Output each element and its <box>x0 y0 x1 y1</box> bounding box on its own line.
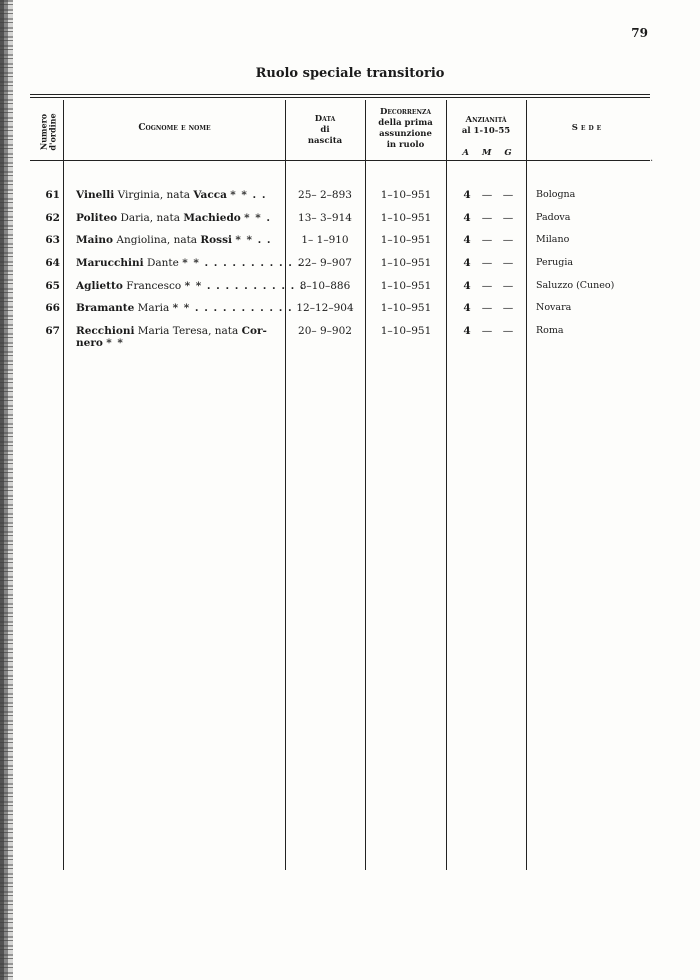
seat-header: Sede <box>571 123 605 133</box>
seniority-header-title: Anzianità <box>465 115 507 125</box>
surname: Aglietto <box>76 280 123 292</box>
start-date: 1–10–951 <box>380 257 432 269</box>
seniority-header <box>446 115 526 137</box>
table-row <box>0 280 700 302</box>
given-name: Virginia, nata <box>117 189 190 201</box>
surname: Marucchini <box>76 257 144 269</box>
table-row <box>0 302 700 324</box>
birth-date: 12–12–904 <box>296 302 354 314</box>
table-header-bottom-rule <box>30 160 650 161</box>
start-date: 1–10–951 <box>380 280 432 292</box>
order-number: 62 <box>45 212 60 224</box>
start-date: 1–10–951 <box>380 325 432 337</box>
person-name <box>76 257 303 269</box>
seniority-years: 4 <box>463 280 471 292</box>
seniority-days: — <box>502 280 514 292</box>
seniority-years: 4 <box>463 257 471 269</box>
order-number: 67 <box>45 325 60 337</box>
person-name <box>76 234 274 246</box>
table-top-rule-inner <box>30 97 650 98</box>
order-number: 65 <box>45 280 60 292</box>
surname: Recchioni <box>76 325 135 337</box>
seat: Saluzzo (Cuneo) <box>536 280 615 291</box>
person-name <box>76 302 293 314</box>
birth-date: 1– 1–910 <box>301 234 349 246</box>
order-number: 61 <box>45 189 60 201</box>
seniority-days: — <box>502 325 514 337</box>
margin-mark: . <box>650 153 654 164</box>
order-number-header-line1: Numero <box>38 113 49 151</box>
seat: Perugia <box>536 257 574 268</box>
birth-date: 8–10–886 <box>299 280 351 292</box>
seat: Bologna <box>536 189 576 200</box>
surname: Vinelli <box>76 189 115 201</box>
seniority-header-date: al 1-10-55 <box>461 126 511 136</box>
seniority-months-header: M <box>481 148 492 158</box>
footnote-marks: * * . . <box>230 189 267 201</box>
footnote-marks: * * . . . . . . . . . . . <box>182 257 303 269</box>
table-top-rule <box>30 94 650 95</box>
order-number-header <box>29 112 69 152</box>
start-date: 1–10–951 <box>380 302 432 314</box>
person-name <box>76 325 274 349</box>
birth-date-header-line3: nascita <box>307 136 343 146</box>
seniority-subheader <box>452 148 522 159</box>
given-name: Francesco <box>126 280 182 292</box>
birth-date: 20– 9–902 <box>298 325 352 337</box>
seniority-months: — <box>481 189 493 201</box>
person-name <box>76 280 305 292</box>
start-date-header-line4: in ruolo <box>386 140 425 150</box>
seniority-years: 4 <box>463 302 471 314</box>
given-name: Angiolina, nata <box>116 234 198 246</box>
table-row <box>0 212 700 234</box>
birth-date: 25– 2–893 <box>298 189 352 201</box>
birth-date: 13– 3–914 <box>298 212 352 224</box>
start-date-header-line2: della prima <box>378 118 433 128</box>
birth-date-header-line2: di <box>320 125 330 135</box>
footnote-marks: * * <box>106 337 124 349</box>
seniority-days: — <box>502 212 514 224</box>
seniority-months: — <box>481 234 493 246</box>
seniority-days-header: G <box>504 148 512 158</box>
person-name <box>76 189 274 201</box>
maiden-name: Rossi <box>200 234 232 246</box>
table-row <box>0 234 700 256</box>
given-name: Dante <box>146 257 179 269</box>
start-date: 1–10–951 <box>380 212 432 224</box>
seniority-years: 4 <box>463 234 471 246</box>
given-name: Maria Teresa, nata <box>137 325 239 337</box>
table-row <box>0 325 700 347</box>
seat: Padova <box>536 212 571 223</box>
start-date-header-line1: Decorrenza <box>379 107 431 117</box>
seniority-years: 4 <box>463 189 471 201</box>
table-row <box>0 257 700 279</box>
seniority-years-header: A <box>462 148 469 158</box>
seniority-months: — <box>481 302 493 314</box>
seniority-years: 4 <box>463 212 471 224</box>
start-date-header-line3: assunzione <box>379 129 432 139</box>
footnote-marks: * * . . . . . . . . . . . <box>184 280 305 292</box>
seniority-days: — <box>502 189 514 201</box>
name-header: Cognome e nome <box>138 123 211 133</box>
start-date: 1–10–951 <box>380 189 432 201</box>
page-title: Ruolo speciale transitorio <box>255 66 445 81</box>
seniority-months: — <box>481 257 493 269</box>
birth-date-header <box>285 114 365 147</box>
seniority-days: — <box>502 302 514 314</box>
birth-date-header-line1: Data <box>314 114 336 124</box>
order-number: 64 <box>45 257 60 269</box>
surname: Bramante <box>76 302 135 314</box>
seniority-months: — <box>481 325 493 337</box>
footnote-marks: * * . <box>244 212 272 224</box>
surname: Politeo <box>76 212 118 224</box>
seniority-days: — <box>502 257 514 269</box>
order-number: 66 <box>45 302 60 314</box>
footnote-marks: * * . . <box>235 234 272 246</box>
order-number-header-line2: d'ordine <box>47 113 58 151</box>
surname: Maino <box>76 234 114 246</box>
given-name: Daria, nata <box>120 212 180 224</box>
order-number: 63 <box>45 234 60 246</box>
seniority-months: — <box>481 212 493 224</box>
seniority-years: 4 <box>463 325 471 337</box>
seniority-months: — <box>481 280 493 292</box>
seat: Roma <box>536 325 564 336</box>
maiden-name: Vacca <box>193 189 227 201</box>
footnote-marks: * * . . . . . . . . . . . <box>172 302 293 314</box>
maiden-name: Machiedo <box>183 212 241 224</box>
start-date: 1–10–951 <box>380 234 432 246</box>
seat: Milano <box>536 234 570 245</box>
seniority-days: — <box>502 234 514 246</box>
person-name <box>76 212 274 224</box>
seat: Novara <box>536 302 572 313</box>
scan-shadow-edge <box>0 0 13 980</box>
birth-date: 22– 9–907 <box>298 257 352 269</box>
given-name: Maria <box>137 302 170 314</box>
start-date-header <box>365 107 446 151</box>
maiden-name: Cor- nero <box>76 325 267 349</box>
page-number: 79 <box>631 26 648 40</box>
table-row <box>0 189 700 211</box>
